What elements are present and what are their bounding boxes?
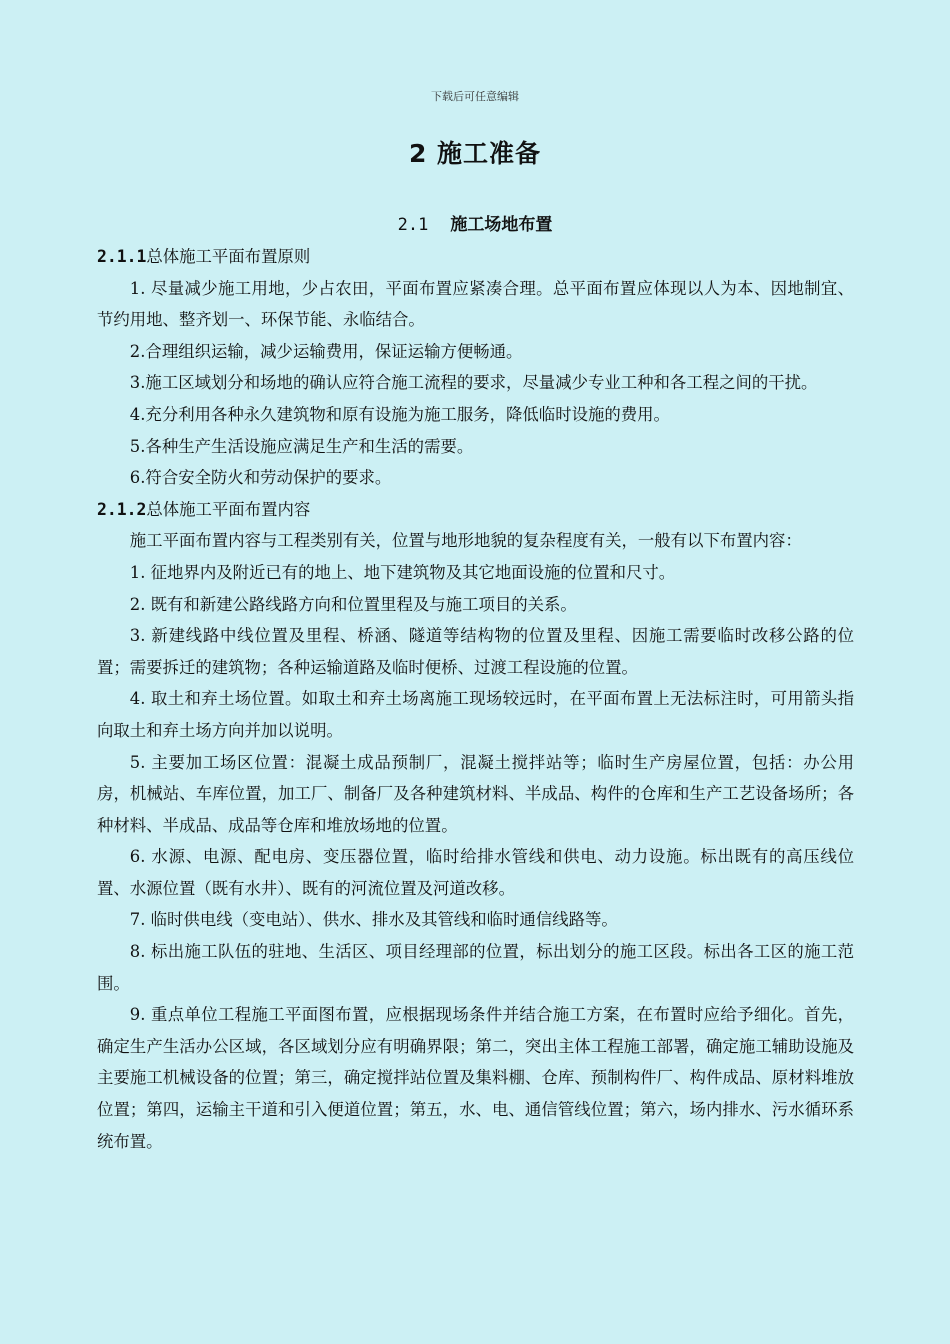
content-item-7: 7. 临时供电线（变电站）、供水、排水及其管线和临时通信线路等。 bbox=[129, 910, 618, 930]
chapter-title: 2 施工准备 bbox=[408, 139, 542, 168]
subsection-title-1: 总体施工平面布置原则 bbox=[146, 247, 311, 266]
subsection-number-1: 2.1.1 bbox=[97, 247, 147, 266]
content-item-4: 4. 取土和弃土场位置。如取土和弃土场离施工现场较远时，在平面布置上无法标注时，可用箭头指向取土和弃土场方向并加以说明。 bbox=[97, 689, 854, 740]
content-item-9: 9. 重点单位工程施工平面图布置，应根据现场条件并结合施工方案，在布置时应给予细化。首先，确定生产生活办公区域，各区域划分应有明确界限；第二，突出主体工程施工部署，确定施工辅助设施及主要施工机械设备的位置；第三，确定搅拌站位置及集料棚、仓库、预制构件厂、构件成品、原材料堆放位置；第四，运输主干道和引入便道位置；第五，水、电、通信管线位置；第六，场内排水、污水循环系统布置。 bbox=[97, 1005, 854, 1151]
subsection-heading-1 bbox=[97, 241, 854, 273]
section-number: 2.1 bbox=[397, 215, 429, 235]
principle-item-3: 3.施工区域划分和场地的确认应符合施工流程的要求，尽量减少专业工种和各工程之间的干扰。 bbox=[129, 373, 818, 393]
content-item-5: 5. 主要加工场区位置：混凝土成品预制厂，混凝土搅拌站等；临时生产房屋位置，包括：办公用房，机械站、车库位置，加工厂、制备厂及各种建筑材料、半成品、构件的仓库和生产工艺设备场所；各种材料、半成品、成品等仓库和堆放场地的位置。 bbox=[97, 752, 854, 835]
document-body bbox=[97, 241, 854, 1157]
principle-item-6: 6.符合安全防火和劳动保护的要求。 bbox=[129, 468, 392, 488]
content-item-6: 6. 水源、电源、配电房、变压器位置，临时给排水管线和供电、动力设施。标出既有的高压线位置、水源位置（既有水井）、既有的河流位置及河道改移。 bbox=[97, 847, 854, 898]
section-title bbox=[0, 210, 950, 235]
content-item-3: 3. 新建线路中线位置及里程、桥涵、隧道等结构物的位置及里程、因施工需要临时改移公路的位置；需要拆迁的建筑物；各种运输道路及临时便桥、过渡工程设施的位置。 bbox=[97, 626, 854, 677]
content-item-2: 2. 既有和新建公路线路方向和位置里程及与施工项目的关系。 bbox=[129, 594, 577, 614]
subsection-heading-2 bbox=[97, 494, 854, 526]
subsection-title-2: 总体施工平面布置内容 bbox=[146, 499, 311, 519]
header-note: 下载后可任意编辑 bbox=[431, 90, 519, 103]
content-item-8: 8. 标出施工队伍的驻地、生活区、项目经理部的位置，标出划分的施工区段。标出各工区的施工范围。 bbox=[97, 942, 854, 993]
principle-item-4: 4.充分利用各种永久建筑物和原有设施为施工服务，降低临时设施的费用。 bbox=[129, 404, 670, 424]
principle-item-5: 5.各种生产生活设施应满足生产和生活的需要。 bbox=[129, 436, 474, 456]
content-intro: 施工平面布置内容与工程类别有关，位置与地形地貌的复杂程度有关，一般有以下布置内容： bbox=[129, 531, 802, 551]
principle-item-2: 2.合理组织运输，减少运输费用，保证运输方便畅通。 bbox=[129, 341, 523, 361]
principle-item-1: 1. 尽量减少施工用地，少占农田，平面布置应紧凑合理。总平面布置应体现以人为本、因地制宜、节约用地、整齐划一、环保节能、永临结合。 bbox=[97, 278, 854, 330]
content-item-1: 1. 征地界内及附近已有的地上、地下建筑物及其它地面设施的位置和尺寸。 bbox=[129, 562, 676, 582]
section-heading: 施工场地布置 bbox=[450, 215, 553, 235]
subsection-number-2: 2.1.2 bbox=[97, 499, 147, 519]
